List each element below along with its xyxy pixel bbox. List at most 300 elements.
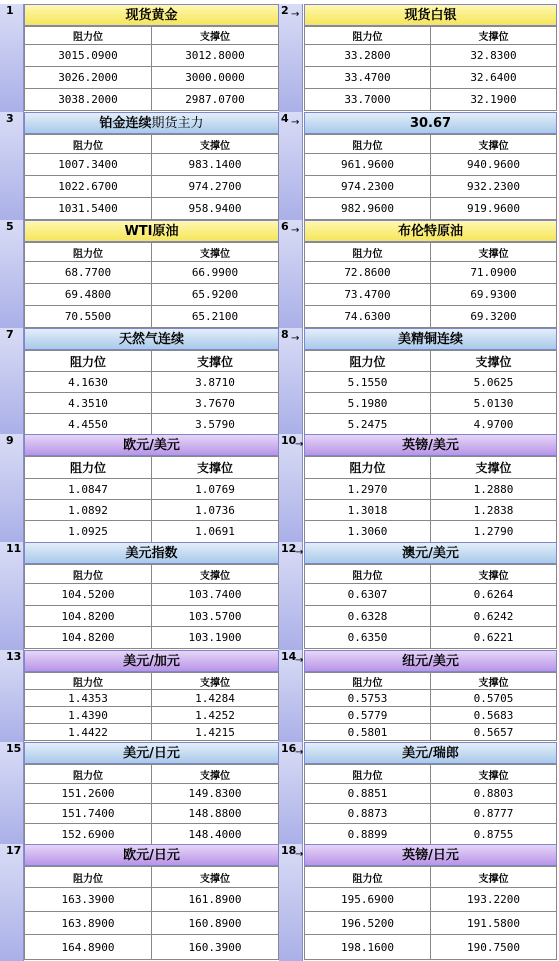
row-index: 6 bbox=[281, 220, 289, 233]
instrument-table bbox=[304, 328, 557, 434]
instrument-title bbox=[304, 434, 557, 456]
support-value: 1.4215 bbox=[152, 724, 279, 741]
support-value: 148.4000 bbox=[152, 824, 279, 845]
arrow-icon: → bbox=[291, 333, 300, 344]
instrument-title bbox=[24, 4, 279, 26]
row-index: 5 bbox=[6, 220, 14, 233]
instrument-title bbox=[24, 844, 279, 866]
resistance-value: 151.7400 bbox=[25, 804, 152, 824]
resistance-value: 4.1630 bbox=[25, 372, 152, 393]
table-row bbox=[305, 888, 557, 912]
support-value: 1.0691 bbox=[152, 521, 279, 543]
support-value: 0.6242 bbox=[431, 606, 557, 627]
instrument-table bbox=[24, 650, 279, 742]
support-header: 支撑位 bbox=[152, 565, 279, 584]
instrument-table bbox=[24, 328, 279, 434]
support-header: 支撑位 bbox=[431, 673, 557, 690]
resistance-value: 0.5753 bbox=[305, 690, 431, 707]
instrument-table bbox=[304, 112, 557, 220]
support-value: 193.2200 bbox=[431, 888, 557, 912]
row-index-gutter bbox=[279, 434, 303, 542]
header-row bbox=[25, 27, 279, 45]
support-value: 69.3200 bbox=[431, 306, 557, 328]
support-value: 1.2838 bbox=[431, 500, 557, 521]
table-row bbox=[25, 372, 279, 393]
table-row bbox=[305, 479, 557, 500]
table-row bbox=[25, 306, 279, 328]
resistance-value: 69.4800 bbox=[25, 284, 152, 306]
support-value: 0.8803 bbox=[431, 784, 557, 804]
instrument-title bbox=[24, 650, 279, 672]
support-header: 支撑位 bbox=[152, 457, 279, 479]
instrument-name: 美元指数 bbox=[125, 546, 178, 561]
instrument-title bbox=[24, 434, 279, 456]
table-row bbox=[25, 584, 279, 606]
instrument-title bbox=[24, 112, 279, 134]
instrument-table bbox=[24, 542, 279, 650]
table-row bbox=[305, 521, 557, 543]
resistance-value: 3038.2000 bbox=[25, 89, 152, 111]
row-index-gutter bbox=[279, 112, 303, 220]
instrument-table bbox=[304, 742, 557, 844]
support-header: 支撑位 bbox=[152, 135, 279, 154]
support-value: 149.8300 bbox=[152, 784, 279, 804]
row-index: 15 bbox=[6, 742, 22, 755]
levels-table bbox=[304, 564, 557, 649]
instrument-table bbox=[24, 4, 279, 112]
row-index-gutter bbox=[279, 844, 303, 961]
instrument-name: 美精铜连续 bbox=[397, 332, 463, 347]
row-index: 7 bbox=[6, 328, 14, 341]
levels-table bbox=[24, 26, 279, 111]
resistance-value: 5.2475 bbox=[305, 414, 431, 435]
resistance-header: 阻力位 bbox=[305, 351, 431, 372]
table-row bbox=[25, 176, 279, 198]
instrument-table bbox=[304, 650, 557, 742]
table-row bbox=[305, 724, 557, 741]
instrument-table bbox=[304, 542, 557, 650]
row-index: 17 bbox=[6, 844, 22, 857]
resistance-header: 阻力位 bbox=[305, 27, 431, 45]
header-row bbox=[305, 457, 557, 479]
support-value: 3.7670 bbox=[152, 393, 279, 414]
row-index-gutter bbox=[279, 542, 303, 650]
resistance-value: 104.5200 bbox=[25, 584, 152, 606]
instrument-title bbox=[304, 542, 557, 564]
resistance-value: 104.8200 bbox=[25, 627, 152, 649]
arrow-icon: → bbox=[295, 747, 304, 758]
resistance-value: 0.6328 bbox=[305, 606, 431, 627]
instrument-title bbox=[24, 220, 279, 242]
resistance-value: 0.5779 bbox=[305, 707, 431, 724]
instrument-name: 英镑/美元 bbox=[402, 438, 459, 453]
table-row bbox=[25, 521, 279, 543]
resistance-value: 1031.5400 bbox=[25, 198, 152, 220]
section-row bbox=[0, 844, 559, 961]
support-value: 5.0130 bbox=[431, 393, 557, 414]
row-index-gutter bbox=[0, 112, 24, 220]
table-row bbox=[305, 198, 557, 220]
table-row bbox=[305, 784, 557, 804]
resistance-value: 33.4700 bbox=[305, 67, 431, 89]
resistance-value: 104.8200 bbox=[25, 606, 152, 627]
resistance-value: 5.1980 bbox=[305, 393, 431, 414]
resistance-value: 33.2800 bbox=[305, 45, 431, 67]
instrument-title bbox=[304, 844, 557, 866]
resistance-header: 阻力位 bbox=[305, 243, 431, 262]
support-value: 1.2790 bbox=[431, 521, 557, 543]
levels-table bbox=[304, 350, 557, 435]
levels-table bbox=[304, 866, 557, 960]
instrument-panel bbox=[279, 542, 559, 650]
instrument-table bbox=[304, 434, 557, 542]
resistance-value: 72.8600 bbox=[305, 262, 431, 284]
support-header: 支撑位 bbox=[431, 135, 557, 154]
levels-table bbox=[304, 242, 557, 328]
resistance-value: 0.5801 bbox=[305, 724, 431, 741]
levels-table bbox=[304, 26, 557, 111]
header-row bbox=[25, 457, 279, 479]
instrument-panel bbox=[0, 112, 279, 220]
resistance-header: 阻力位 bbox=[25, 457, 152, 479]
section-row bbox=[0, 650, 559, 742]
instrument-title bbox=[24, 328, 279, 350]
support-value: 1.0769 bbox=[152, 479, 279, 500]
resistance-value: 1.0925 bbox=[25, 521, 152, 543]
row-index-gutter bbox=[0, 650, 24, 742]
resistance-value: 1.3060 bbox=[305, 521, 431, 543]
resistance-header: 阻力位 bbox=[25, 351, 152, 372]
section-row bbox=[0, 112, 559, 220]
table-row bbox=[25, 804, 279, 824]
instrument-table bbox=[304, 220, 557, 328]
resistance-value: 0.8873 bbox=[305, 804, 431, 824]
row-index-gutter bbox=[279, 4, 303, 112]
support-value: 932.2300 bbox=[431, 176, 557, 198]
row-index: 12 bbox=[281, 542, 297, 555]
instrument-panel bbox=[279, 434, 559, 542]
table-row bbox=[25, 707, 279, 724]
header-row bbox=[25, 867, 279, 888]
support-header: 支撑位 bbox=[431, 351, 557, 372]
table-row bbox=[25, 690, 279, 707]
support-value: 3000.0000 bbox=[152, 67, 279, 89]
support-value: 0.6221 bbox=[431, 627, 557, 649]
table-row bbox=[25, 912, 279, 935]
instrument-table bbox=[24, 844, 279, 961]
instrument-title bbox=[304, 4, 557, 26]
header-row bbox=[25, 565, 279, 584]
arrow-icon: → bbox=[295, 655, 304, 666]
header-row bbox=[25, 243, 279, 262]
instrument-panel bbox=[279, 328, 559, 434]
resistance-header: 阻力位 bbox=[25, 243, 152, 262]
instrument-name: 布伦特原油 bbox=[397, 224, 463, 239]
support-value: 1.2880 bbox=[431, 479, 557, 500]
instrument-panel bbox=[0, 844, 279, 961]
instrument-panel bbox=[0, 328, 279, 434]
support-value: 32.1900 bbox=[431, 89, 557, 111]
instrument-panel bbox=[279, 112, 559, 220]
resistance-value: 151.2600 bbox=[25, 784, 152, 804]
row-index-gutter bbox=[279, 650, 303, 742]
arrow-icon: → bbox=[291, 225, 300, 236]
resistance-value: 1.4422 bbox=[25, 724, 152, 741]
support-value: 1.4252 bbox=[152, 707, 279, 724]
header-row bbox=[305, 565, 557, 584]
section-row bbox=[0, 4, 559, 112]
resistance-value: 1.4353 bbox=[25, 690, 152, 707]
instrument-panel bbox=[279, 4, 559, 112]
resistance-value: 1022.6700 bbox=[25, 176, 152, 198]
resistance-value: 164.8900 bbox=[25, 935, 152, 960]
table-row bbox=[305, 804, 557, 824]
instrument-panel bbox=[279, 650, 559, 742]
table-row bbox=[25, 627, 279, 649]
instrument-panel bbox=[0, 650, 279, 742]
resistance-header: 阻力位 bbox=[305, 135, 431, 154]
instrument-title bbox=[304, 650, 557, 672]
support-value: 191.5800 bbox=[431, 912, 557, 935]
support-header: 支撑位 bbox=[431, 27, 557, 45]
resistance-value: 0.6350 bbox=[305, 627, 431, 649]
resistance-value: 1007.3400 bbox=[25, 154, 152, 176]
table-row bbox=[25, 784, 279, 804]
instrument-name: 澳元/美元 bbox=[402, 546, 459, 561]
support-header: 支撑位 bbox=[152, 673, 279, 690]
table-row bbox=[25, 724, 279, 741]
resistance-value: 73.4700 bbox=[305, 284, 431, 306]
support-value: 3.5790 bbox=[152, 414, 279, 435]
header-row bbox=[25, 351, 279, 372]
instrument-name: 美元/加元 bbox=[123, 654, 180, 669]
support-value: 958.9400 bbox=[152, 198, 279, 220]
support-value: 974.2700 bbox=[152, 176, 279, 198]
resistance-header: 阻力位 bbox=[25, 565, 152, 584]
row-index: 14 bbox=[281, 650, 297, 663]
row-index: 4 bbox=[281, 112, 289, 125]
levels-table bbox=[304, 134, 557, 220]
section-row bbox=[0, 742, 559, 844]
support-value: 103.1900 bbox=[152, 627, 279, 649]
instrument-name: WTI原油 bbox=[124, 224, 179, 239]
instrument-name: 铂金连续 bbox=[99, 116, 152, 131]
resistance-value: 68.7700 bbox=[25, 262, 152, 284]
levels-table bbox=[304, 764, 557, 845]
support-value: 103.5700 bbox=[152, 606, 279, 627]
table-row bbox=[25, 479, 279, 500]
resistance-header: 阻力位 bbox=[305, 765, 431, 784]
table-row bbox=[305, 824, 557, 845]
table-row bbox=[305, 500, 557, 521]
support-value: 0.8777 bbox=[431, 804, 557, 824]
support-value: 0.5657 bbox=[431, 724, 557, 741]
instrument-title bbox=[304, 742, 557, 764]
row-index: 10 bbox=[281, 434, 297, 447]
support-value: 0.6264 bbox=[431, 584, 557, 606]
resistance-value: 163.3900 bbox=[25, 888, 152, 912]
support-header: 支撑位 bbox=[431, 765, 557, 784]
table-row bbox=[25, 45, 279, 67]
support-value: 66.9900 bbox=[152, 262, 279, 284]
header-row bbox=[305, 765, 557, 784]
resistance-header: 阻力位 bbox=[25, 673, 152, 690]
support-value: 65.9200 bbox=[152, 284, 279, 306]
instrument-table bbox=[24, 112, 279, 220]
support-value: 71.0900 bbox=[431, 262, 557, 284]
resistance-value: 74.6300 bbox=[305, 306, 431, 328]
resistance-header: 阻力位 bbox=[305, 673, 431, 690]
header-row bbox=[305, 351, 557, 372]
row-index-gutter bbox=[279, 742, 303, 844]
levels-table bbox=[304, 672, 557, 741]
instrument-panel bbox=[0, 542, 279, 650]
row-index-gutter bbox=[0, 434, 24, 542]
row-index-gutter bbox=[0, 328, 24, 434]
arrow-icon: → bbox=[291, 9, 300, 20]
section-row bbox=[0, 220, 559, 328]
support-value: 160.3900 bbox=[152, 935, 279, 960]
resistance-value: 0.8899 bbox=[305, 824, 431, 845]
header-row bbox=[305, 867, 557, 888]
header-row bbox=[25, 673, 279, 690]
table-row bbox=[25, 888, 279, 912]
support-value: 983.1400 bbox=[152, 154, 279, 176]
header-row bbox=[305, 673, 557, 690]
levels-table bbox=[24, 134, 279, 220]
table-row bbox=[305, 306, 557, 328]
instrument-panel bbox=[0, 434, 279, 542]
row-index: 8 bbox=[281, 328, 289, 341]
support-value: 161.8900 bbox=[152, 888, 279, 912]
resistance-value: 3015.0900 bbox=[25, 45, 152, 67]
row-index: 1 bbox=[6, 4, 14, 17]
resistance-value: 961.9600 bbox=[305, 154, 431, 176]
table-row bbox=[305, 262, 557, 284]
arrow-icon: → bbox=[291, 117, 300, 128]
table-row bbox=[305, 690, 557, 707]
table-row bbox=[305, 935, 557, 960]
resistance-value: 33.7000 bbox=[305, 89, 431, 111]
resistance-value: 195.6900 bbox=[305, 888, 431, 912]
resistance-header: 阻力位 bbox=[305, 867, 431, 888]
instrument-panel bbox=[279, 742, 559, 844]
support-header: 支撑位 bbox=[152, 765, 279, 784]
support-value: 3.8710 bbox=[152, 372, 279, 393]
support-value: 2987.0700 bbox=[152, 89, 279, 111]
instrument-name: 现货黄金 bbox=[125, 8, 178, 23]
resistance-value: 1.3018 bbox=[305, 500, 431, 521]
arrow-icon: → bbox=[295, 439, 304, 450]
support-value: 69.9300 bbox=[431, 284, 557, 306]
table-row bbox=[25, 89, 279, 111]
support-value: 32.6400 bbox=[431, 67, 557, 89]
resistance-header: 阻力位 bbox=[305, 457, 431, 479]
instrument-name: 欧元/美元 bbox=[123, 438, 180, 453]
header-row bbox=[25, 135, 279, 154]
support-value: 1.0736 bbox=[152, 500, 279, 521]
table-row bbox=[25, 500, 279, 521]
row-index-gutter bbox=[279, 328, 303, 434]
header-row bbox=[305, 243, 557, 262]
support-header: 支撑位 bbox=[152, 867, 279, 888]
row-index-gutter bbox=[0, 742, 24, 844]
resistance-value: 0.6307 bbox=[305, 584, 431, 606]
instrument-name: 现货白银 bbox=[404, 8, 457, 23]
resistance-value: 196.5200 bbox=[305, 912, 431, 935]
instrument-panel bbox=[0, 4, 279, 112]
support-value: 65.2100 bbox=[152, 306, 279, 328]
table-row bbox=[305, 372, 557, 393]
instrument-panel bbox=[0, 742, 279, 844]
resistance-header: 阻力位 bbox=[25, 765, 152, 784]
instrument-name: 欧元/日元 bbox=[123, 848, 180, 863]
instrument-title bbox=[304, 112, 557, 134]
table-row bbox=[25, 262, 279, 284]
header-row bbox=[305, 135, 557, 154]
resistance-value: 974.2300 bbox=[305, 176, 431, 198]
instrument-title bbox=[24, 742, 279, 764]
support-value: 919.9600 bbox=[431, 198, 557, 220]
resistance-value: 152.6900 bbox=[25, 824, 152, 845]
instrument-table bbox=[24, 220, 279, 328]
levels-table bbox=[304, 456, 557, 543]
table-row bbox=[25, 606, 279, 627]
instrument-table bbox=[24, 434, 279, 542]
support-value: 148.8800 bbox=[152, 804, 279, 824]
table-row bbox=[25, 824, 279, 845]
table-row bbox=[305, 45, 557, 67]
resistance-value: 0.8851 bbox=[305, 784, 431, 804]
instrument-name: 天然气连续 bbox=[118, 332, 184, 347]
levels-table bbox=[24, 866, 279, 960]
levels-table bbox=[24, 672, 279, 741]
resistance-value: 1.0847 bbox=[25, 479, 152, 500]
instrument-name: 美元/瑞郎 bbox=[402, 746, 459, 761]
row-index: 16 bbox=[281, 742, 297, 755]
header-row bbox=[305, 27, 557, 45]
row-index-gutter bbox=[0, 542, 24, 650]
support-header: 支撑位 bbox=[152, 27, 279, 45]
resistance-value: 70.5500 bbox=[25, 306, 152, 328]
instrument-panel bbox=[0, 220, 279, 328]
resistance-header: 阻力位 bbox=[25, 27, 152, 45]
instrument-title bbox=[304, 328, 557, 350]
row-index-gutter bbox=[279, 220, 303, 328]
table-row bbox=[305, 284, 557, 306]
table-row bbox=[25, 67, 279, 89]
levels-table bbox=[24, 764, 279, 845]
instrument-title bbox=[24, 542, 279, 564]
table-row bbox=[25, 414, 279, 435]
section-row bbox=[0, 328, 559, 434]
resistance-value: 5.1550 bbox=[305, 372, 431, 393]
instrument-name: 英镑/日元 bbox=[402, 848, 459, 863]
resistance-value: 982.9600 bbox=[305, 198, 431, 220]
resistance-value: 1.2970 bbox=[305, 479, 431, 500]
levels-table bbox=[24, 242, 279, 328]
table-row bbox=[305, 393, 557, 414]
table-row bbox=[305, 154, 557, 176]
row-index: 13 bbox=[6, 650, 22, 663]
table-row bbox=[25, 393, 279, 414]
table-row bbox=[305, 67, 557, 89]
row-index: 9 bbox=[6, 434, 14, 447]
row-index: 18 bbox=[281, 844, 297, 857]
instrument-title bbox=[304, 220, 557, 242]
support-value: 5.0625 bbox=[431, 372, 557, 393]
resistance-header: 阻力位 bbox=[25, 867, 152, 888]
